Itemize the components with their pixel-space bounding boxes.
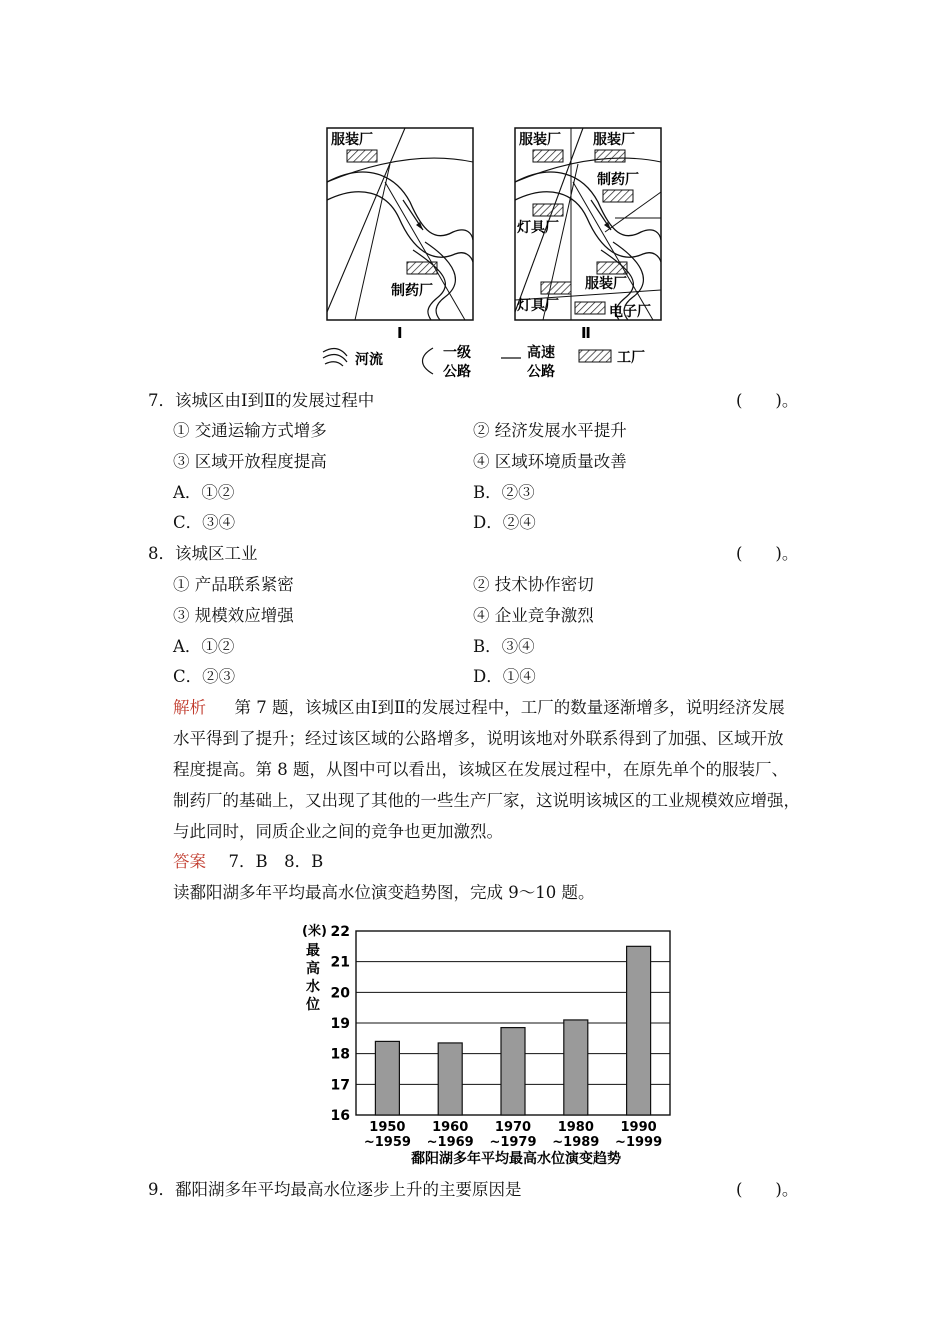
factory-icon: [595, 150, 625, 162]
map2-factory-3: 制药厂: [597, 172, 639, 188]
map1-factory-top: 服装厂: [331, 132, 373, 148]
x-tick-label-top: 1990: [620, 1120, 657, 1135]
factory-icon: [533, 204, 563, 216]
q7-choice-b: B．②③: [473, 483, 535, 502]
answer-text: 7．B 8．B: [228, 852, 324, 871]
factory-icon: [407, 262, 437, 274]
ylabel-char-1: 最: [306, 943, 320, 959]
bar: [501, 1028, 525, 1115]
x-tick-label-bottom: ~1979: [489, 1135, 537, 1150]
y-tick-label: 18: [330, 1046, 350, 1063]
river-legend-icon: [323, 349, 347, 366]
factory-icon: [533, 150, 563, 162]
factory-icon: [541, 282, 571, 294]
q8-stem: 8．该城区工业: [148, 544, 258, 563]
q7-option-3: ③ 区域开放程度提高: [173, 452, 327, 471]
map2-factory-1: 服装厂: [519, 132, 561, 148]
factory-icon: [575, 302, 605, 314]
analysis-label: 解析: [173, 698, 206, 717]
q8-choice-b: B．③④: [473, 637, 535, 656]
q8-option-3: ③ 规模效应增强: [173, 606, 294, 625]
y-tick-label: 19: [330, 1016, 350, 1032]
y-tick-label: 20: [330, 985, 350, 1002]
y-tick-label: 16: [330, 1108, 350, 1124]
q8-choice-c: C．②③: [173, 667, 236, 686]
chart-unit: (米): [302, 924, 327, 939]
q8-option-2: ② 技术协作密切: [473, 575, 594, 594]
x-tick-label-top: 1960: [432, 1120, 469, 1135]
city-map-figure: [315, 122, 675, 384]
legend-road-b: 公路: [443, 364, 471, 380]
x-tick-label-bottom: ~1959: [363, 1135, 411, 1150]
map-legend: [323, 344, 645, 380]
y-tick-label: 17: [330, 1077, 350, 1094]
q7-stem: 7．该城区由Ⅰ到Ⅱ的发展过程中: [148, 391, 375, 410]
map2-factory-6: 灯具厂: [517, 298, 559, 314]
analysis-line-4: 制药厂的基础上，又出现了其他的一些生产厂家，这说明该城区的工业规模效应增强，: [173, 791, 800, 810]
q8-bracket: ( )。: [736, 544, 799, 563]
q8-option-4: ④ 企业竞争激烈: [473, 606, 594, 625]
q7-option-2: ② 经济发展水平提升: [473, 421, 627, 440]
bar: [375, 1041, 399, 1115]
analysis-line-1: 第 7 题，该城区由Ⅰ到Ⅱ的发展过程中，工厂的数量逐渐增多，说明经济发展: [234, 698, 785, 717]
legend-river-label: 河流: [355, 352, 383, 368]
map2-factory-5: 服装厂: [585, 276, 627, 292]
factory-legend-icon: [579, 350, 611, 362]
map2-factory-2: 服装厂: [593, 132, 635, 148]
q7-option-1: ① 交通运输方式增多: [173, 421, 327, 440]
ylabel-char-3: 水: [306, 979, 320, 995]
map-one: [327, 128, 473, 342]
ylabel-char-2: 高: [306, 961, 320, 977]
road-legend-icon: [423, 348, 434, 374]
x-tick-label-bottom: ~1989: [552, 1135, 600, 1150]
bar: [627, 946, 651, 1115]
map1-roman: Ⅰ: [397, 324, 403, 342]
x-tick-label-top: 1980: [557, 1120, 594, 1135]
q7-bracket: ( )。: [736, 391, 799, 410]
factory-icon: [597, 262, 627, 274]
q7-choice-a: A．①②: [173, 483, 235, 502]
q9-stem: 9．鄱阳湖多年平均最高水位逐步上升的主要原因是: [148, 1180, 522, 1199]
factory-icon: [603, 190, 633, 202]
chart-title: 鄱阳湖多年平均最高水位演变趋势: [411, 1151, 621, 1167]
q8-choice-a: A．①②: [173, 637, 235, 656]
map-two: [515, 128, 661, 342]
legend-road-a: 一级: [443, 345, 471, 361]
q7-option-4: ④ 区域环境质量改善: [473, 452, 627, 471]
analysis-line-3: 程度提高。第 8 题，从图中可以看出，该城区在发展过程中，在原先单个的服装厂、: [173, 760, 788, 779]
x-tick-label-top: 1970: [494, 1120, 532, 1135]
x-tick-label-bottom: ~1969: [426, 1135, 474, 1150]
q8-choice-d: D．①④: [473, 667, 536, 686]
water-level-chart: [296, 915, 686, 1175]
answer-label: 答案: [173, 852, 206, 871]
map2-factory-7: 电子厂: [609, 304, 651, 320]
factory-icon: [347, 150, 377, 162]
bar: [564, 1020, 588, 1115]
map2-factory-4: 灯具厂: [517, 220, 559, 236]
q7-choice-c: C．③④: [173, 513, 236, 532]
bar: [438, 1043, 462, 1115]
analysis-line-5: 与此同时，同质企业之间的竞争也更加激烈。: [173, 822, 503, 841]
q7-choice-d: D．②④: [473, 513, 536, 532]
q8-option-1: ① 产品联系紧密: [173, 575, 294, 594]
x-tick-label-bottom: ~1999: [615, 1135, 663, 1150]
map1-factory-bottom: 制药厂: [391, 283, 433, 299]
legend-hw-b: 公路: [527, 364, 555, 380]
legend-factory-label: 工厂: [617, 350, 645, 366]
y-tick-label: 22: [330, 924, 350, 940]
answer-block: [173, 851, 323, 873]
y-tick-label: 21: [330, 954, 350, 971]
x-tick-label-top: 1950: [369, 1120, 406, 1135]
analysis-block: [173, 697, 785, 719]
analysis-line-2: 水平得到了提升；经过该区域的公路增多，说明该地对外联系得到了加强、区域开放: [173, 729, 784, 748]
map2-roman: Ⅱ: [581, 324, 591, 342]
ylabel-char-4: 位: [306, 997, 320, 1013]
q9-bracket: ( )。: [736, 1180, 799, 1199]
legend-hw-a: 高速: [527, 345, 555, 361]
intro-text: 读鄱阳湖多年平均最高水位演变趋势图，完成 9～10 题。: [173, 883, 595, 902]
